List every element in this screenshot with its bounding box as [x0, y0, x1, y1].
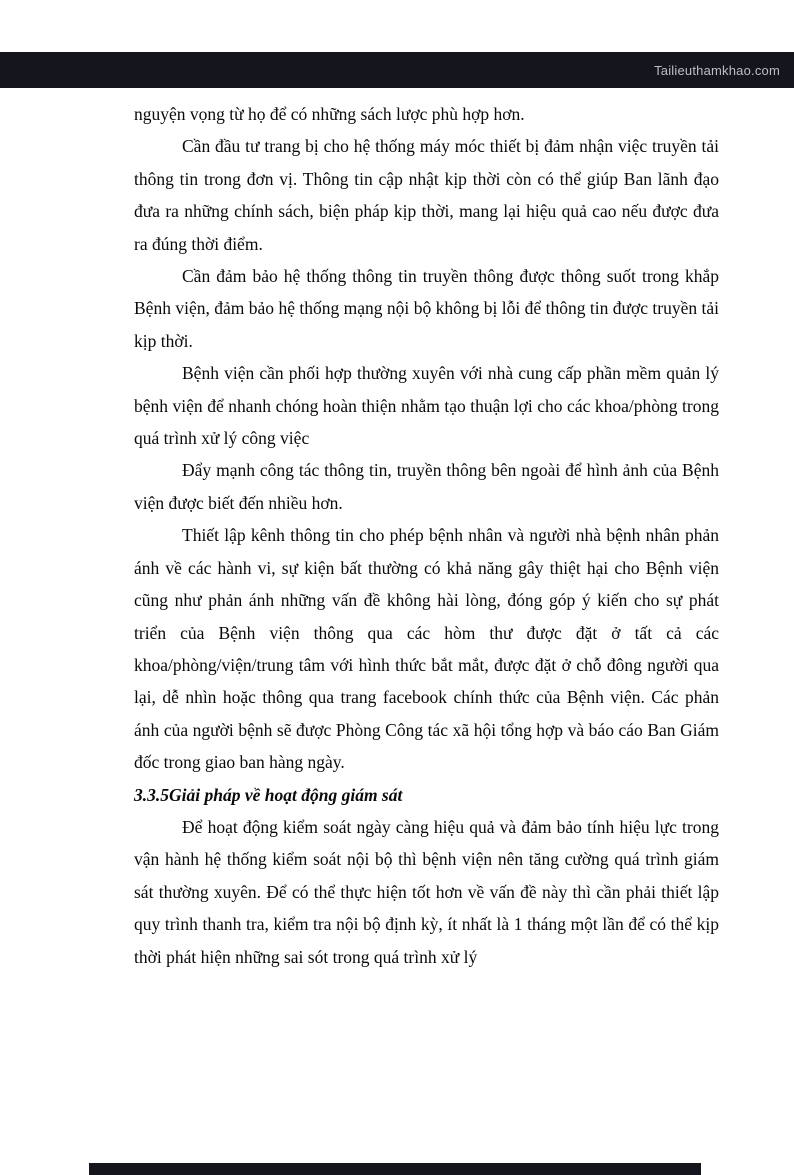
- paragraph: Thiết lập kênh thông tin cho phép bệnh nhân và người nhà bệnh nhân phản ánh về các hành vi, sự kiện bất thường có khả năng gây thiệt hại cho Bệnh viện cũng như phản ánh những vấn đề không hài lòng, đóng góp ý kiến cho sự phát triển của Bệnh viện thông qua các hòm thư được đặt ở tất cả các khoa/phòng/viện/trung tâm với hình thức bắt mắt, được đặt ở chỗ đông người qua lại, dễ nhìn hoặc thông qua trang facebook chính thức của Bệnh viện. Các phản ánh của người bệnh sẽ được Phòng Công tác xã hội tổng hợp và báo cáo Ban Giám đốc trong giao ban hàng ngày.: [134, 525, 719, 773]
- paragraph: Để hoạt động kiểm soát ngày càng hiệu quả và đảm bảo tính hiệu lực trong vận hành hệ thống kiểm soát nội bộ thì bệnh viện nên tăng cường quá trình giám sát thường xuyên. Để có thể thực hiện tốt hơn về vấn đề này thì cần phải thiết lập quy trình thanh tra, kiểm tra nội bộ định kỳ, ít nhất là 1 tháng một lần để có thể kịp thời phát hiện những sai sót trong quá trình xử lý: [134, 816, 719, 967]
- paragraph: Bệnh viện cần phối hợp thường xuyên với nhà cung cấp phần mềm quản lý bệnh viện để nhanh chóng hoàn thiện nhằm tạo thuận lợi cho các khoa/phòng trong quá trình xử lý công việc: [134, 363, 719, 449]
- paragraph: nguyện vọng từ họ để có những sách lược phù hợp hơn.: [134, 104, 525, 124]
- document-body: [134, 98, 719, 973]
- paragraph: Cần đảm bảo hệ thống thông tin truyền thông được thông suốt trong khắp Bệnh viện, đảm bảo hệ thống mạng nội bộ không bị lỗi để thông tin được truyền tải kịp thời.: [134, 266, 719, 351]
- bottom-watermark-bar: [89, 1163, 701, 1175]
- top-watermark-bar: [0, 52, 794, 88]
- paragraph: Đẩy mạnh công tác thông tin, truyền thông bên ngoài để hình ảnh của Bệnh viện được biết đến nhiều hơn.: [134, 460, 719, 513]
- section-heading: 3.3.5Giải pháp về hoạt động giám sát: [134, 784, 403, 805]
- watermark-text: Tailieuthamkhao.com: [654, 62, 780, 78]
- paragraph: Cần đầu tư trang bị cho hệ thống máy móc thiết bị đảm nhận việc truyền tải thông tin trong đơn vị. Thông tin cập nhật kịp thời còn có thể giúp Ban lãnh đạo đưa ra những chính sách, biện pháp kịp thời, mang lại hiệu quả cao nếu được đưa ra đúng thời điểm.: [134, 136, 719, 254]
